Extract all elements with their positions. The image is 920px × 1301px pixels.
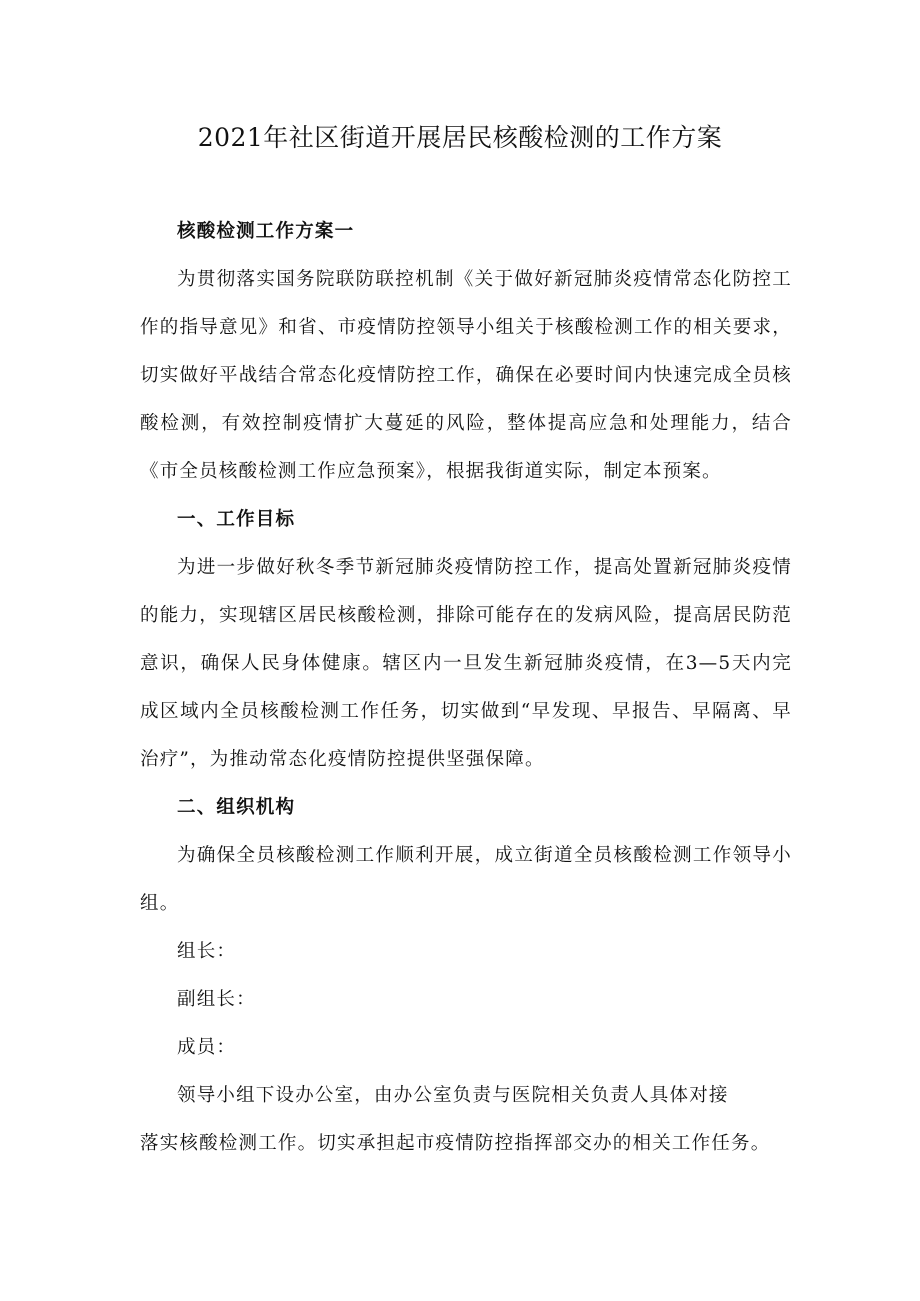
document-body — [140, 208, 792, 1168]
organization-paragraph: 为确保全员核酸检测工作顺利开展，成立街道全员核酸检测工作领导小组。 — [140, 845, 792, 914]
heading-organization: 二、组织机构 — [177, 797, 296, 818]
office-paragraph — [140, 1072, 792, 1168]
intro-paragraph: 为贯彻落实国务院联防联控机制《关于做好新冠肺炎疫情常态化防控工作的指导意见》和省、市疫情防控领导小组关于核酸检测工作的相关要求，切实做好平战结合常态化疫情防控工作，确保在必要时间内快速完成全员核酸检测，有效控制疫情扩大蔓延的风险，整体提高应急和处理能力，结合《市全员核酸检测工作应急预案》，根据我街道实际，制定本预案。 — [140, 269, 792, 482]
office-paragraph-line-2: 落实核酸检测工作。切实承担起市疫情防控指挥部交办的相关工作任务。 — [140, 1133, 771, 1154]
section-heading: 核酸检测工作方案一 — [177, 221, 355, 242]
goal-paragraph: 为进一步做好秋冬季节新冠肺炎疫情防控工作，提高处置新冠肺炎疫情的能力，实现辖区居民核酸检测，排除可能存在的发病风险，提高居民防范意识，确保人民身体健康。辖区内一旦发生新冠肺炎疫情，在3—5天内完成区域内全员核酸检测工作任务，切实做到“早发现、早报告、早隔离、早治疗”，为推动常态化疫情防控提供坚强保障。 — [140, 557, 792, 770]
member-label: 成员： — [177, 1037, 237, 1058]
leader-label: 组长： — [177, 941, 237, 962]
office-paragraph-line-1: 领导小组下设办公室，由办公室负责与医院相关负责人具体对接 — [177, 1085, 729, 1106]
heading-work-goal: 一、工作目标 — [177, 509, 296, 530]
deputy-leader-label: 副组长： — [177, 989, 256, 1010]
document-title: 2021年社区街道开展居民核酸检测的工作方案 — [197, 123, 723, 152]
